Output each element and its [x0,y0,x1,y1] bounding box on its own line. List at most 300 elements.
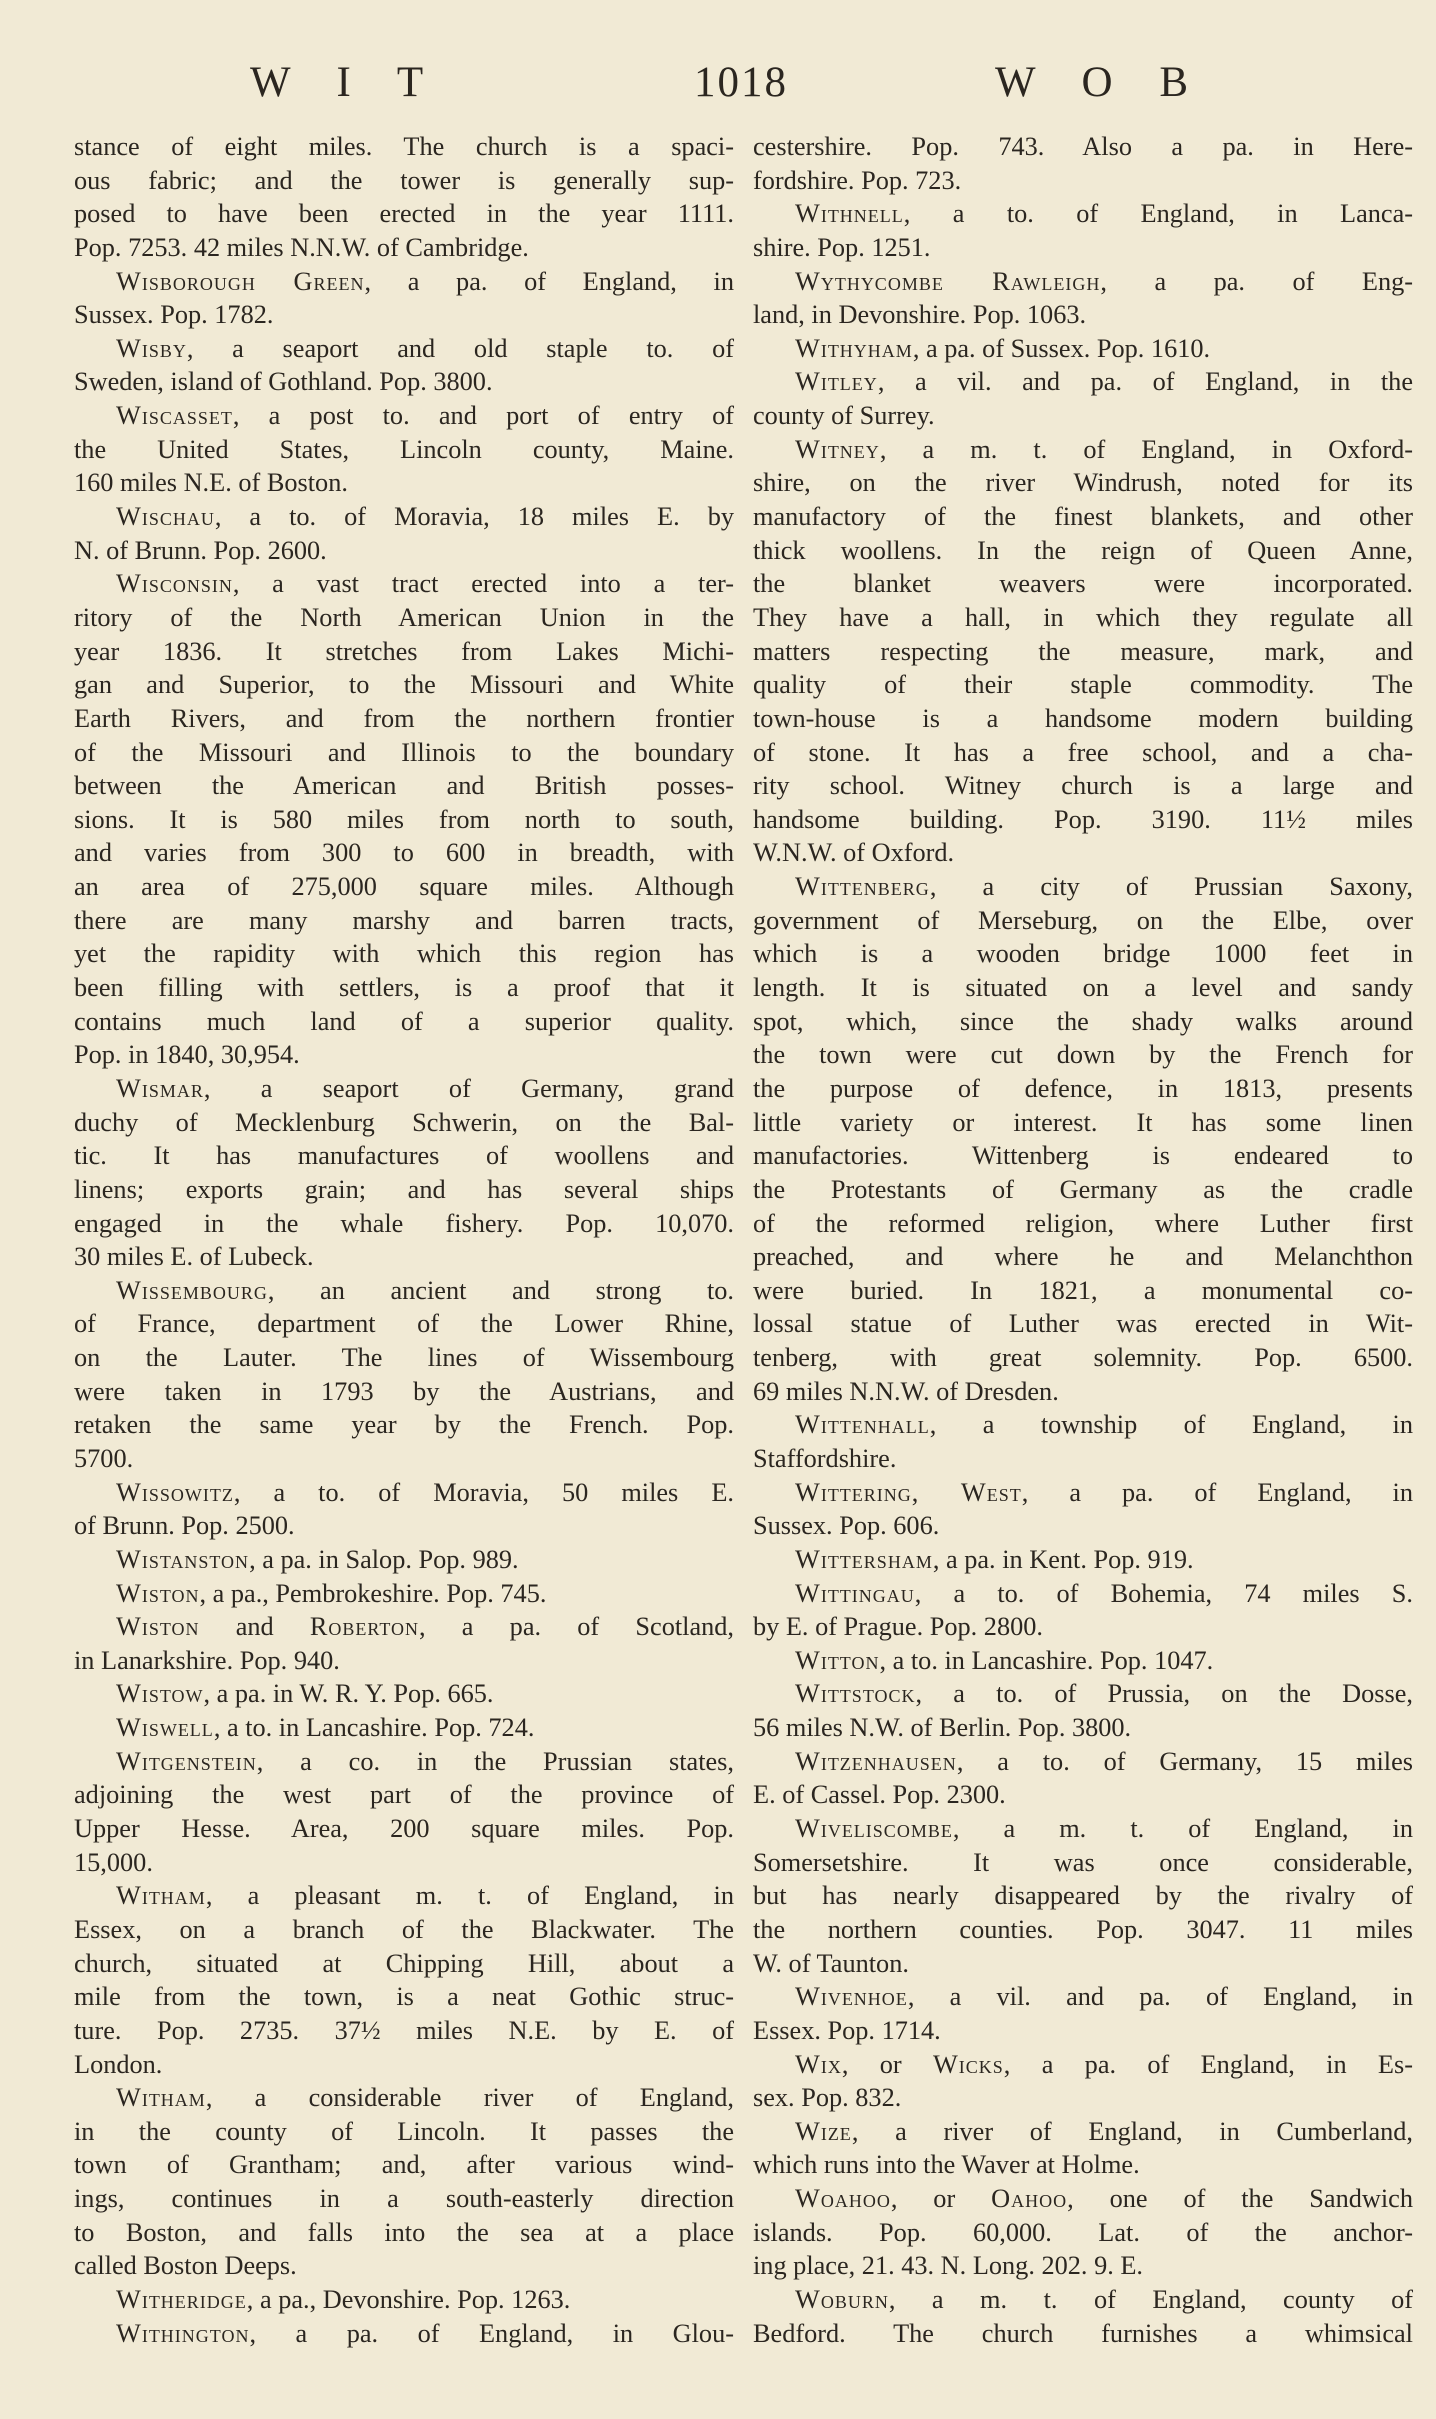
entry-headword: Witham [116,2083,206,2113]
line-text: 30 miles E. of Lubeck. [74,1242,314,1272]
text-line [753,769,1413,803]
text-line [74,1745,734,1779]
text-line [74,1139,734,1173]
line-text: adjoining the west part of the province of [74,1780,734,1810]
text-line [74,2048,734,2082]
entry-headword: Wissembourg [116,1275,268,1305]
line-text: , a m. t. of England, county of [888,2285,1413,2314]
header-right-guide: W O B [995,59,1207,106]
line-text: , a township of England, in [929,1410,1413,1440]
text-line [74,1543,734,1577]
entry-headword: Wittstock [795,1679,916,1709]
line-text: 160 miles N.E. of Boston. [74,468,348,498]
line-text: of the Missouri and Illinois to the boundary [74,737,734,767]
line-text: shire. Pop. 1251. [753,232,931,262]
text-line [753,1745,1413,1779]
text-line [753,1846,1413,1880]
text-line [74,1879,734,1913]
right-column [753,130,1413,2350]
line-text: 56 miles N.W. of Berlin. Pop. 3800. [753,1713,1132,1743]
line-text: church, situated at Chipping Hill, about a [74,1948,734,1978]
entry-headword: Withington [116,2318,250,2348]
text-line [753,1307,1413,1341]
line-text: , or [890,2184,992,2214]
line-text: the Protestants of Germany as the cradle [753,1174,1413,1204]
text-line [753,500,1413,534]
line-text: , an ancient and strong to. [267,1275,734,1305]
text-line [753,937,1413,971]
text-line [74,1307,734,1341]
text-line [74,2014,734,2048]
entry-headword: Oahoo [991,2184,1068,2214]
line-text: ing place, 21. 43. N. Long. 202. 9. E. [753,2251,1144,2281]
line-text: , a vil. and pa. of England, in the [877,367,1413,397]
text-line [753,466,1413,500]
text-line [74,635,734,669]
text-line [74,1476,734,1510]
text-line [753,433,1413,467]
line-text: Sussex. Pop. 606. [753,1511,940,1541]
text-line [74,2182,734,2216]
entry-headword: Witley [795,367,878,397]
text-line [753,1038,1413,1072]
text-line [74,365,734,399]
line-text: W. of Taunton. [753,1948,909,1978]
entry-headword: Wismar [116,1073,204,1103]
entry-headword: Wicks [932,2049,1004,2079]
entry-headword: Wisby [116,333,187,363]
line-text: preached, and where he and Melanchthon [753,1242,1413,1272]
line-text: government of Merseburg, on the Elbe, over [753,905,1413,935]
line-text: Earth Rivers, and from the northern frontier [74,703,734,733]
text-line [74,534,734,568]
text-line [753,971,1413,1005]
line-text: , a seaport of Germany, grand [203,1073,734,1103]
line-text: on the Lauter. The lines of Wissembourg [74,1343,734,1373]
line-text: shire, on the river Windrush, noted for its [753,468,1413,498]
text-line [74,1274,734,1308]
text-line [74,1442,734,1476]
line-text: retaken the same year by the French. Pop. [74,1410,734,1440]
line-text: thick woollens. In the reign of Queen Anne, [753,535,1413,565]
entry-headword: Wiveliscombe [795,1814,953,1844]
entry-headword: Witzenhausen [795,1746,957,1776]
text-line [74,1711,734,1745]
text-line [753,1644,1413,1678]
entry-headword: Wittersham [795,1544,933,1574]
text-line [753,870,1413,904]
line-text: gan and Superior, to the Missouri and White [74,670,734,700]
text-line [74,1005,734,1039]
line-text: ture. Pop. 2735. 37½ miles N.E. by E. of [74,2015,734,2045]
text-line [753,1106,1413,1140]
text-line [753,1778,1413,1812]
text-line [74,971,734,1005]
line-text: Staffordshire. [753,1443,897,1473]
line-text: land, in Devonshire. Pop. 1063. [753,300,1087,330]
line-text: and varies from 300 to 600 in breadth, with [74,838,734,868]
text-line [753,601,1413,635]
line-text: fordshire. Pop. 723. [753,165,962,195]
line-text: Upper Hesse. Area, 200 square miles. Pop. [74,1814,734,1844]
text-line [74,2317,734,2351]
text-line [753,836,1413,870]
header-left-guide: W I T [250,59,442,106]
line-text: of stone. It has a free school, and a cha- [753,737,1413,767]
text-line [753,2182,1413,2216]
line-text: , a pa. of Scotland, [419,1612,734,1642]
text-line [753,2014,1413,2048]
entry-headword: Wiston [116,1578,200,1608]
text-line [74,1913,734,1947]
text-line [74,231,734,265]
text-line [753,1240,1413,1274]
line-text: , or [841,2049,933,2079]
text-line [753,1913,1413,1947]
line-text: matters respecting the measure, mark, and [753,636,1413,666]
line-text: , a co. in the Prussian states, [256,1746,734,1776]
text-line [74,870,734,904]
text-line [753,567,1413,601]
line-text: , a to. of Moravia, 50 miles E. [233,1477,734,1507]
line-text: , a pa. of England, in Es- [1003,2049,1413,2079]
text-line [753,1812,1413,1846]
line-text: , a pa. in Salop. Pop. 989. [249,1544,519,1574]
text-line [753,702,1413,736]
text-line [753,1509,1413,1543]
text-line [74,2216,734,2250]
text-line [74,1677,734,1711]
text-line [74,601,734,635]
line-text: , a to. of Moravia, 18 miles E. by [214,502,734,532]
line-text: tic. It has manufactures of woollens and [74,1141,734,1171]
entry-headword: Witton [795,1645,880,1675]
text-line [74,769,734,803]
line-text: year 1836. It stretches from Lakes Michi- [74,636,734,666]
text-line [753,231,1413,265]
text-line [753,1005,1413,1039]
line-text: stance of eight miles. The church is a spaci- [74,132,734,161]
line-text: ings, continues in a south-easterly direction [74,2184,734,2214]
entry-headword: Wistow [116,1679,204,1709]
text-line [753,1341,1413,1375]
line-text: county of Surrey. [753,401,935,431]
line-text: , a considerable river of England, [205,2083,734,2113]
text-line [753,2148,1413,2182]
entry-headword: Wiscasset [116,401,233,431]
line-text: ous fabric; and the tower is generally sup- [74,165,734,195]
text-line [74,2115,734,2149]
line-text: lossal statue of Luther was erected in Wit- [753,1309,1413,1339]
entry-headword: Wistanston [116,1544,250,1574]
line-text: , a to. in Lancashire. Pop. 724. [213,1713,535,1743]
line-text: , a pleasant m. t. of England, in [205,1881,734,1911]
text-line [753,365,1413,399]
line-text: , a m. t. of England, in Oxford- [879,434,1413,464]
text-line [753,197,1413,231]
text-line [753,164,1413,198]
text-line [74,1812,734,1846]
text-line [753,1442,1413,1476]
entry-headword: Wittingau [795,1578,915,1608]
text-line [74,265,734,299]
text-line [74,164,734,198]
line-text: Somersetshire. It was once considerable, [753,1847,1413,1877]
text-line [753,668,1413,702]
entry-headword: Witham [116,1881,206,1911]
text-line [74,500,734,534]
text-line [753,2081,1413,2115]
text-line [753,1072,1413,1106]
entry-headword: Roberton [309,1612,420,1642]
entry-headword: Witheridge [116,2285,247,2314]
text-line [753,2283,1413,2317]
entry-headword: Wiston [116,1612,200,1642]
line-text: mile from the town, is a neat Gothic struc- [74,1982,734,2012]
line-text: W.N.W. of Oxford. [753,838,955,868]
line-text: town of Grantham; and, after various wind- [74,2150,734,2180]
text-line [74,399,734,433]
text-line [753,265,1413,299]
text-line [74,2081,734,2115]
line-text: , a river of England, in Cumberland, [851,2116,1413,2146]
text-line [753,635,1413,669]
line-text: , a seaport and old staple to. of [186,333,734,363]
line-text: , a pa. in Kent. Pop. 919. [932,1544,1194,1574]
text-line [74,904,734,938]
line-text: , a pa., Devonshire. Pop. 1263. [246,2285,571,2314]
text-line [74,433,734,467]
line-text: were buried. In 1821, a monumental co- [753,1275,1413,1305]
entry-headword: Witney [795,434,880,464]
line-text: , a pa. of England, in [1021,1477,1413,1507]
text-line [74,1846,734,1880]
entry-headword: Wittering, West [795,1477,1022,1507]
entry-headword: Witgenstein [116,1746,257,1776]
line-text: Sweden, island of Gothland. Pop. 3800. [74,367,493,397]
text-line [753,1476,1413,1510]
text-line [753,1980,1413,2014]
text-line [74,1610,734,1644]
text-line [753,1543,1413,1577]
text-line [753,1711,1413,1745]
line-text: engaged in the whale fishery. Pop. 10,070. [74,1208,734,1238]
text-line [74,466,734,500]
text-line [753,2216,1413,2250]
text-line [74,130,734,164]
line-text: , a pa. of Sussex. Pop. 1610. [912,333,1211,363]
text-line [74,803,734,837]
line-text: the blanket weavers were incorporated. [753,569,1413,599]
line-text: London. [74,2049,163,2079]
line-text: , a pa. of Eng- [1100,266,1414,296]
text-line [74,1509,734,1543]
line-text: of the reformed religion, where Luther first [753,1208,1413,1238]
line-text: quality of their staple commodity. The [753,670,1413,700]
line-text: islands. Pop. 60,000. Lat. of the anchor- [753,2217,1413,2247]
line-text: spot, which, since the shady walks around [753,1006,1413,1036]
text-line [74,1778,734,1812]
line-text: , one of the Sandwich [1067,2184,1413,2214]
line-text: Pop. 7253. 42 miles N.N.W. of Cambridge. [74,232,529,262]
text-line [74,668,734,702]
line-text: , a to. of England, in Lanca- [903,199,1413,229]
text-line [74,1947,734,1981]
line-text: ritory of the North American Union in the [74,602,734,632]
text-line [74,736,734,770]
line-text: which runs into the Waver at Holme. [753,2150,1140,2180]
line-text: , a pa. of England, in [364,266,734,296]
line-text: manufactories. Wittenberg is endeared to [753,1141,1413,1171]
text-line [753,1610,1413,1644]
line-text: there are many marshy and barren tracts, [74,905,734,935]
text-line [74,197,734,231]
text-line [753,1408,1413,1442]
line-text: contains much land of a superior quality. [74,1006,734,1036]
left-column [74,130,734,2350]
text-line [74,937,734,971]
entry-headword: Wix [795,2049,842,2079]
line-text: of Brunn. Pop. 2500. [74,1511,295,1541]
line-text: , a m. t. of England, in [952,1814,1413,1844]
text-line [753,399,1413,433]
text-line [753,2048,1413,2082]
line-text: in the county of Lincoln. It passes the [74,2116,734,2146]
text-line [753,1139,1413,1173]
text-line [753,1207,1413,1241]
text-line [753,534,1413,568]
entry-headword: Wittenhall [795,1410,930,1440]
line-text: , a post to. and port of entry of [232,401,734,431]
entry-headword: Wisconsin [116,569,233,599]
entry-headword: Withnell [795,199,904,229]
line-text: by E. of Prague. Pop. 2800. [753,1612,1043,1642]
text-line [74,1072,734,1106]
line-text: , a to. of Germany, 15 miles [956,1746,1413,1776]
line-text: handsome building. Pop. 3190. 11½ miles [753,804,1413,834]
text-line [753,130,1413,164]
entry-headword: Wiswell [116,1713,214,1743]
line-text: 15,000. [74,1847,153,1877]
line-text: Sussex. Pop. 1782. [74,300,274,330]
text-line [753,1274,1413,1308]
entry-headword: Woahoo [795,2184,891,2214]
line-text: town-house is a handsome modern building [753,703,1413,733]
text-line [753,1677,1413,1711]
page-number: 1018 [694,59,788,106]
text-line [753,803,1413,837]
entry-headword: Wize [795,2116,852,2146]
line-text: They have a hall, in which they regulate all [753,602,1413,632]
line-text: sex. Pop. 832. [753,2083,902,2113]
text-line [753,2317,1413,2351]
text-line [74,1240,734,1274]
entry-headword: Withyham [795,333,913,363]
text-line [74,298,734,332]
line-text: the purpose of defence, in 1813, presents [753,1073,1413,1103]
line-text: were taken in 1793 by the Austrians, and [74,1376,734,1406]
text-line [74,567,734,601]
line-text: Bedford. The church furnishes a whimsical [753,2318,1413,2348]
line-text: , a to. of Bohemia, 74 miles S. [914,1578,1413,1608]
line-text: , a pa. in W. R. Y. Pop. 665. [203,1679,494,1709]
line-text: the northern counties. Pop. 3047. 11 miles [753,1914,1413,1944]
text-line [74,1577,734,1611]
entry-headword: Wisborough Green [116,266,365,296]
text-line [74,2249,734,2283]
line-text: , a to. of Prussia, on the Dosse, [915,1679,1413,1709]
text-line [74,2283,734,2317]
line-text: to Boston, and falls into the sea at a place [74,2217,734,2247]
text-line [74,1408,734,1442]
text-line [753,1947,1413,1981]
line-text: Essex. Pop. 1714. [753,2015,941,2045]
entry-headword: Wythycombe Rawleigh [795,266,1101,296]
text-line [753,736,1413,770]
line-text: called Boston Deeps. [74,2251,297,2281]
text-line [74,1980,734,2014]
entry-headword: Woburn [795,2285,889,2314]
line-text: in Lanarkshire. Pop. 940. [74,1645,340,1675]
text-line [753,1577,1413,1611]
text-line [753,904,1413,938]
line-text: yet the rapidity with which this region has [74,939,734,969]
text-line [74,702,734,736]
line-text: between the American and British posses- [74,771,734,801]
line-text: linens; exports grain; and has several ships [74,1174,734,1204]
text-line [74,836,734,870]
line-text: Essex, on a branch of the Blackwater. The [74,1914,734,1944]
line-text: the town were cut down by the French for [753,1040,1413,1070]
line-text: which is a wooden bridge 1000 feet in [753,939,1413,969]
line-text: an area of 275,000 square miles. Although [74,872,734,902]
text-line [74,1173,734,1207]
text-line [74,2148,734,2182]
text-line [753,2249,1413,2283]
line-text: length. It is situated on a level and sandy [753,973,1413,1003]
text-line [74,1106,734,1140]
line-text: been filling with settlers, is a proof that it [74,973,734,1003]
line-text: E. of Cassel. Pop. 2300. [753,1780,1006,1810]
text-line [753,332,1413,366]
line-text: N. of Brunn. Pop. 2600. [74,535,327,565]
line-text: sions. It is 580 miles from north to south, [74,804,734,834]
line-text: of France, department of the Lower Rhine, [74,1309,734,1339]
line-text: posed to have been erected in the year 1111. [74,199,734,229]
text-line [74,1341,734,1375]
line-text: little variety or interest. It has some linen [753,1107,1413,1137]
entry-headword: Wivenhoe [795,1982,908,2012]
line-text: , a city of Prussian Saxony, [929,872,1413,902]
line-text: the United States, Lincoln county, Maine. [74,434,734,464]
line-text: and [199,1612,310,1642]
line-text: , a vast tract erected into a ter- [232,569,734,599]
line-text: manufactory of the finest blankets, and other [753,502,1413,532]
line-text: rity school. Witney church is a large and [753,771,1413,801]
line-text: duchy of Mecklenburg Schwerin, on the Bal- [74,1107,734,1137]
text-line [753,1879,1413,1913]
line-text: cestershire. Pop. 743. Also a pa. in Here- [753,132,1413,161]
line-text: tenberg, with great solemnity. Pop. 6500. [753,1343,1413,1373]
line-text: , a vil. and pa. of England, in [907,1982,1413,2012]
entry-headword: Wittenberg [795,872,930,902]
running-header [0,58,1436,118]
text-line [753,298,1413,332]
line-text: , a pa. of England, in Glou- [249,2318,734,2348]
line-text: 5700. [74,1443,134,1473]
entry-headword: Wissowitz [116,1477,234,1507]
text-line [74,1038,734,1072]
